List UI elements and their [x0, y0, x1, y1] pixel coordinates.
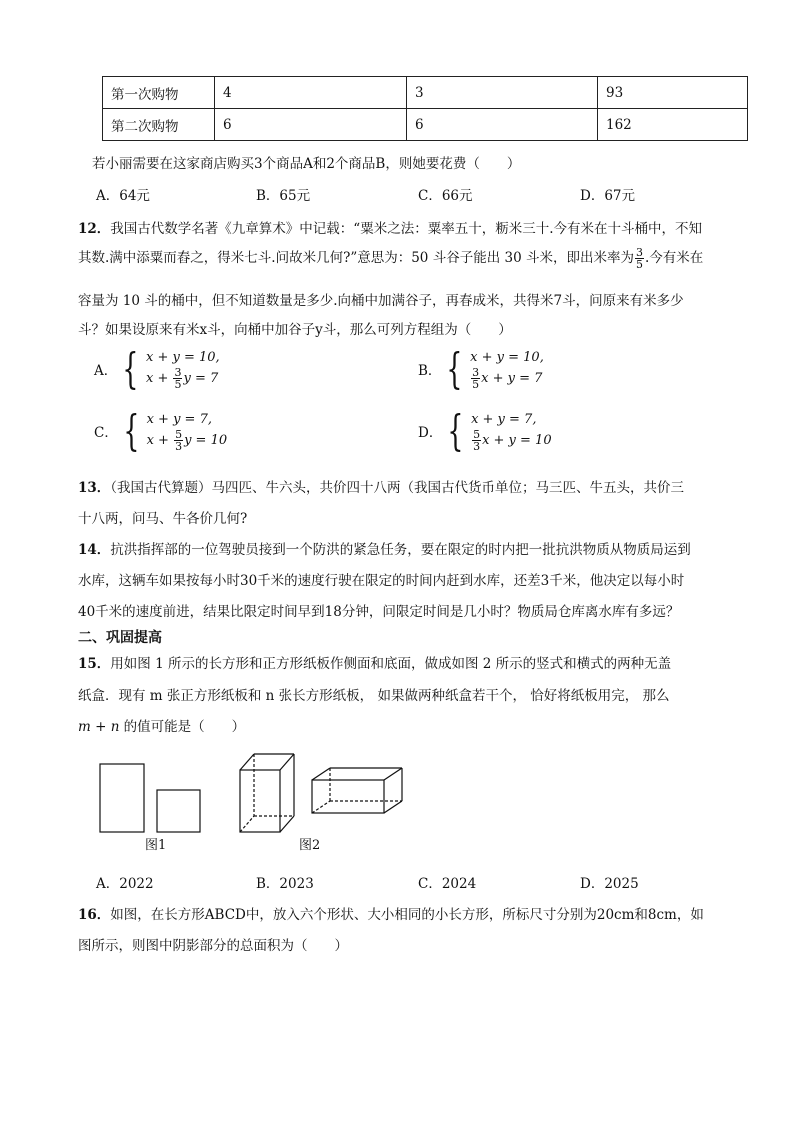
question-number: 12．	[78, 221, 111, 237]
rectangle-board	[100, 764, 144, 832]
q15-option-d[interactable]: D．2025	[580, 876, 639, 892]
fraction-numerator: 3	[635, 246, 643, 259]
equation: x + $\frac{3}{5}$ y = 7	[145, 365, 219, 391]
q14-line3: 40千米的速度前进，结果比限定时间早到18分钟，问限定时间是几小时？物质局仓库离水库有多远？	[78, 604, 680, 620]
q15-option-b[interactable]: B．2023	[256, 876, 314, 892]
fraction-denominator: 5	[635, 258, 643, 271]
q15-option-a[interactable]: A．2022	[96, 876, 154, 892]
q15-line2: 纸盒．现有 m 张正方形纸板和 n 张长方形纸板， 如果做两种纸盒若干个， 恰好将纸板用完， 那么	[78, 688, 670, 704]
equation: $\frac{3}{5}$ x + y = 7	[472, 365, 543, 391]
option-label: A．	[94, 363, 118, 379]
q12-line3: 容量为 10 斗的桶中，但不知道数量是多少.向桶中加满谷子，再春成米，共得米7斗，问原来有米多少	[78, 293, 684, 309]
section-heading: 二、巩固提高	[78, 630, 162, 646]
table-row	[103, 77, 748, 109]
table-cell: 93	[598, 77, 748, 109]
horizontal-box	[312, 768, 402, 813]
vertical-box	[240, 754, 294, 832]
equation: x + y = 7,	[471, 411, 537, 427]
question-number: 15．	[78, 656, 111, 672]
q11-stem: 若小丽需要在这家商店购买3个商品A和2个商品B，则她要花费（ ）	[92, 156, 521, 172]
table-cell: 6	[407, 109, 598, 141]
figure-caption: 图1	[145, 838, 167, 853]
q16-text: 如图，在长方形ABCD中，放入六个形状、大小相同的小长方形，所标尺寸分别为20cm和8cm，如	[110, 907, 704, 923]
q11-option-b[interactable]: B．65元	[256, 188, 311, 204]
q12-text: 其数.满中添粟而舂之，得米七斗.问故米几何?”意思为：50 斗谷子能出 30 斗米，即出米率为	[78, 250, 634, 266]
question-number: 13．	[78, 480, 111, 496]
q15-text: 的值可能是（ ）	[119, 719, 246, 735]
equation: x + y = 10,	[470, 349, 544, 365]
q12-text: 我国古代数学名著《九章算术》中记载：“粟米之法：粟率五十，粝米三十.今有米在十斗桶中，不知	[110, 221, 702, 237]
q15-line3	[78, 715, 245, 735]
q12-option-c[interactable]	[94, 406, 228, 455]
table-cell: 162	[598, 109, 748, 141]
q13-text: （我国古代算题）马四匹、牛六头，共价四十八两（我国古代货币单位；马三匹、牛五头，共价三	[110, 480, 685, 496]
q15-text: 用如图 1 所示的长方形和正方形纸板作侧面和底面，做成如图 2 所示的竖式和横式的两种无盖	[110, 656, 672, 672]
q14-text: 抗洪指挥部的一位驾驶员接到一个防洪的紧急任务，要在限定的时内把一批抗洪物质从物质局运到	[110, 542, 691, 558]
table-cell: 6	[215, 109, 407, 141]
q15-line1	[78, 652, 671, 672]
brace-icon: {	[446, 344, 463, 393]
option-label: D．	[418, 425, 443, 441]
question-number: 16．	[78, 907, 111, 923]
equation: x + y = 7,	[146, 411, 212, 427]
q16-line1	[78, 903, 704, 923]
q15-option-c[interactable]: C．2024	[418, 876, 477, 892]
option-label: C．	[94, 425, 118, 441]
table-row	[103, 109, 748, 141]
purchase-table	[102, 76, 748, 141]
q11-option-a[interactable]: A．64元	[96, 188, 150, 204]
fraction	[635, 247, 644, 270]
q16-line2: 图所示，则图中阴影部分的总面积为（ ）	[78, 938, 348, 954]
question-number: 14．	[78, 542, 111, 558]
brace-icon: {	[447, 406, 464, 455]
q11-option-c[interactable]: C．66元	[418, 188, 473, 204]
q12-line4: 斗？如果设原来有米x斗，向桶中加谷子y斗，那么可列方程组为（ ）	[78, 322, 512, 338]
q14-line1	[78, 538, 691, 558]
q12-option-a[interactable]	[94, 344, 220, 393]
q11-option-d[interactable]: D．67元	[580, 188, 636, 204]
square-board	[157, 790, 200, 832]
equation: x + y = 10,	[145, 349, 220, 365]
q13-line1	[78, 476, 684, 496]
table-cell: 第二次购物	[103, 109, 215, 141]
equation: $\frac{5}{3}$ x + y = 10	[473, 427, 552, 453]
option-label: B．	[418, 363, 442, 379]
q12-option-b[interactable]	[418, 344, 544, 393]
math-expression: m + n	[78, 719, 120, 735]
q13-line2: 十八两，问马、牛各价几何?	[78, 511, 248, 527]
q12-line1	[78, 217, 702, 237]
figure-caption: 图2	[299, 838, 321, 853]
q12-text: .今有米在	[644, 250, 704, 266]
q12-line2	[78, 246, 703, 270]
table-cell: 4	[215, 77, 407, 109]
table-cell: 第一次购物	[103, 77, 215, 109]
brace-icon: {	[122, 344, 139, 393]
q15-figure	[96, 750, 416, 855]
table-cell: 3	[407, 77, 598, 109]
brace-icon: {	[123, 406, 140, 455]
equation: x + $\frac{5}{3}$ y = 10	[146, 427, 228, 453]
q14-line2: 水库，这辆车如果按每小时30千米的速度行驶在限定的时间内赶到水库，还差3千米，他决定以每小时	[78, 573, 685, 589]
q12-option-d[interactable]	[418, 406, 552, 455]
